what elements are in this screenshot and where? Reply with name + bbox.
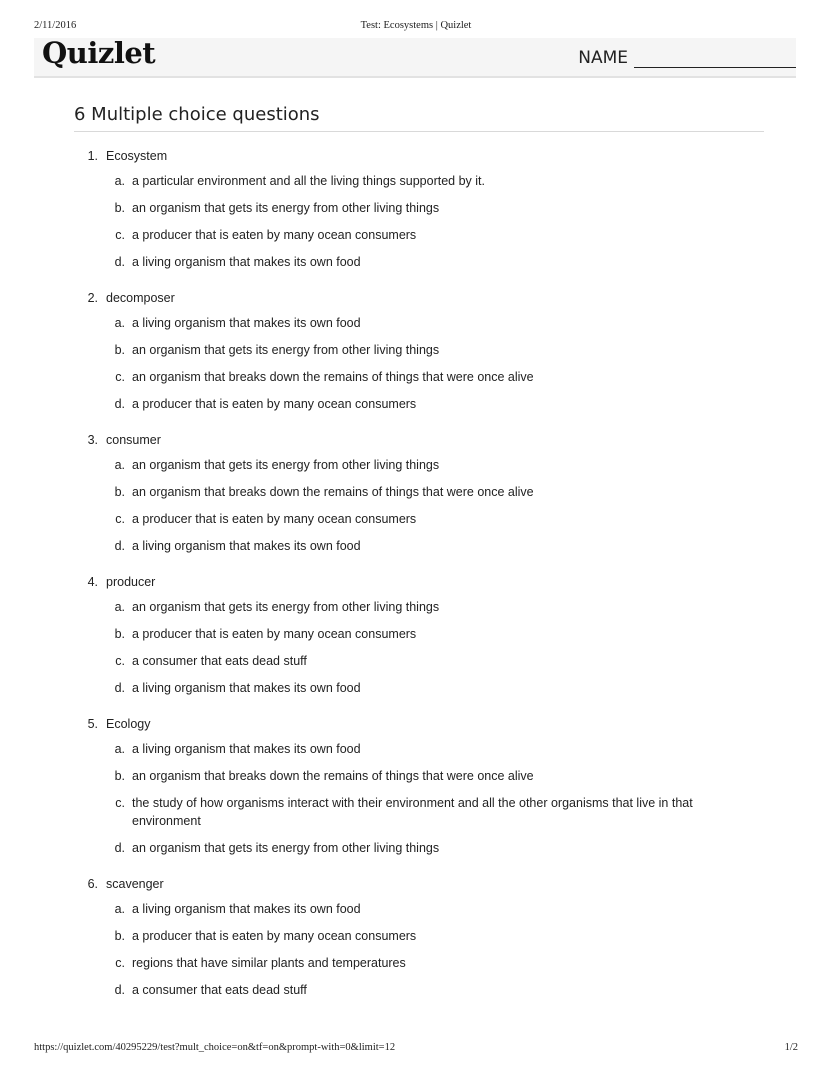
question-header — [74, 574, 764, 590]
answer-option — [74, 456, 764, 474]
option-text: a living organism that makes its own food — [132, 316, 361, 330]
option-text: a producer that is eaten by many ocean consumers — [132, 512, 417, 526]
answer-options — [74, 740, 764, 857]
option-text: a consumer that eats dead stuff — [132, 983, 307, 997]
answer-options — [74, 900, 764, 999]
question-item — [74, 432, 764, 555]
option-text: an organism that breaks down the remains of things that were once alive — [132, 769, 534, 783]
option-letter: d. — [114, 255, 125, 269]
option-text: a consumer that eats dead stuff — [132, 654, 307, 668]
option-letter: a. — [114, 742, 125, 756]
print-url: https://quizlet.com/40295229/test?mult_choice=on&tf=on&prompt-with=0&limit=12 — [34, 1042, 396, 1053]
option-letter: a. — [114, 458, 125, 472]
option-letter: b. — [114, 929, 125, 943]
question-item — [74, 148, 764, 271]
question-number: 1. — [87, 149, 98, 163]
option-letter: d. — [114, 539, 125, 553]
question-term: decomposer — [106, 291, 175, 305]
question-number: 3. — [87, 433, 98, 447]
answer-option — [74, 839, 764, 857]
question-term: Ecosystem — [106, 149, 168, 163]
print-header — [34, 20, 798, 34]
question-item — [74, 876, 764, 999]
print-page-title: Test: Ecosystems | Quizlet — [360, 20, 472, 31]
question-term: consumer — [106, 433, 161, 447]
answer-option — [74, 314, 764, 332]
option-letter: c. — [115, 654, 125, 668]
option-letter: c. — [115, 370, 125, 384]
name-blank-line — [634, 51, 796, 68]
question-number: 2. — [87, 291, 98, 305]
option-letter: c. — [115, 228, 125, 242]
answer-option — [74, 927, 764, 945]
answer-option — [74, 740, 764, 758]
answer-option — [74, 954, 764, 972]
option-letter: c. — [115, 796, 125, 810]
question-header — [74, 148, 764, 164]
question-header — [74, 716, 764, 732]
name-field — [578, 48, 796, 68]
option-text: an organism that gets its energy from other living things — [132, 600, 440, 614]
question-item — [74, 290, 764, 413]
option-text: a living organism that makes its own food — [132, 902, 361, 916]
option-letter: c. — [115, 512, 125, 526]
option-letter: b. — [114, 485, 125, 499]
option-text: a particular environment and all the living things supported by it. — [132, 174, 485, 188]
option-text: an organism that gets its energy from other living things — [132, 343, 440, 357]
answer-option — [74, 172, 764, 190]
question-header — [74, 876, 764, 892]
option-letter: a. — [114, 902, 125, 916]
answer-option — [74, 395, 764, 413]
question-number: 4. — [87, 575, 98, 589]
option-letter: a. — [114, 600, 125, 614]
answer-option — [74, 652, 764, 670]
option-text: a producer that is eaten by many ocean consumers — [132, 627, 417, 641]
answer-options — [74, 172, 764, 271]
print-footer — [34, 1042, 798, 1056]
answer-option — [74, 900, 764, 918]
brand-bar — [34, 38, 796, 78]
option-letter: d. — [114, 681, 125, 695]
option-letter: b. — [114, 343, 125, 357]
option-letter: d. — [114, 983, 125, 997]
questions-list — [74, 148, 764, 1018]
option-text: a producer that is eaten by many ocean consumers — [132, 228, 417, 242]
question-item — [74, 716, 764, 857]
answer-option — [74, 368, 764, 386]
option-letter: b. — [114, 769, 125, 783]
option-text: the study of how organisms interact with their environment and all the other organisms that live in that environment — [132, 796, 693, 828]
question-header — [74, 432, 764, 448]
answer-option — [74, 199, 764, 217]
answer-option — [74, 625, 764, 643]
question-term: scavenger — [106, 877, 164, 891]
option-text: a producer that is eaten by many ocean consumers — [132, 929, 417, 943]
quizlet-logo: Quizlet — [42, 36, 156, 70]
print-date: 2/11/2016 — [34, 20, 77, 31]
answer-option — [74, 794, 764, 830]
option-text: a living organism that makes its own food — [132, 539, 361, 553]
question-term: Ecology — [106, 717, 151, 731]
answer-option — [74, 253, 764, 271]
answer-option — [74, 341, 764, 359]
option-text: an organism that gets its energy from other living things — [132, 458, 440, 472]
option-text: a producer that is eaten by many ocean consumers — [132, 397, 417, 411]
answer-options — [74, 598, 764, 697]
answer-option — [74, 679, 764, 697]
option-text: an organism that breaks down the remains of things that were once alive — [132, 370, 534, 384]
option-letter: c. — [115, 956, 125, 970]
question-term: producer — [106, 575, 156, 589]
answer-option — [74, 767, 764, 785]
option-text: a living organism that makes its own food — [132, 255, 361, 269]
section-heading: 6 Multiple choice questions — [74, 104, 764, 132]
answer-option — [74, 510, 764, 528]
option-text: regions that have similar plants and temperatures — [132, 956, 406, 970]
option-letter: a. — [114, 174, 125, 188]
answer-option — [74, 226, 764, 244]
page-number: 1/2 — [784, 1042, 798, 1053]
question-number: 6. — [87, 877, 98, 891]
option-letter: d. — [114, 841, 125, 855]
option-text: a living organism that makes its own food — [132, 681, 361, 695]
question-item — [74, 574, 764, 697]
option-text: an organism that breaks down the remains of things that were once alive — [132, 485, 534, 499]
option-letter: a. — [114, 316, 125, 330]
option-letter: b. — [114, 201, 125, 215]
answer-option — [74, 483, 764, 501]
answer-options — [74, 314, 764, 413]
question-header — [74, 290, 764, 306]
option-text: an organism that gets its energy from other living things — [132, 201, 440, 215]
answer-options — [74, 456, 764, 555]
option-letter: d. — [114, 397, 125, 411]
option-text: an organism that gets its energy from other living things — [132, 841, 440, 855]
answer-option — [74, 537, 764, 555]
option-letter: b. — [114, 627, 125, 641]
question-number: 5. — [87, 717, 98, 731]
name-label: NAME — [578, 48, 628, 68]
answer-option — [74, 598, 764, 616]
option-text: a living organism that makes its own food — [132, 742, 361, 756]
answer-option — [74, 981, 764, 999]
